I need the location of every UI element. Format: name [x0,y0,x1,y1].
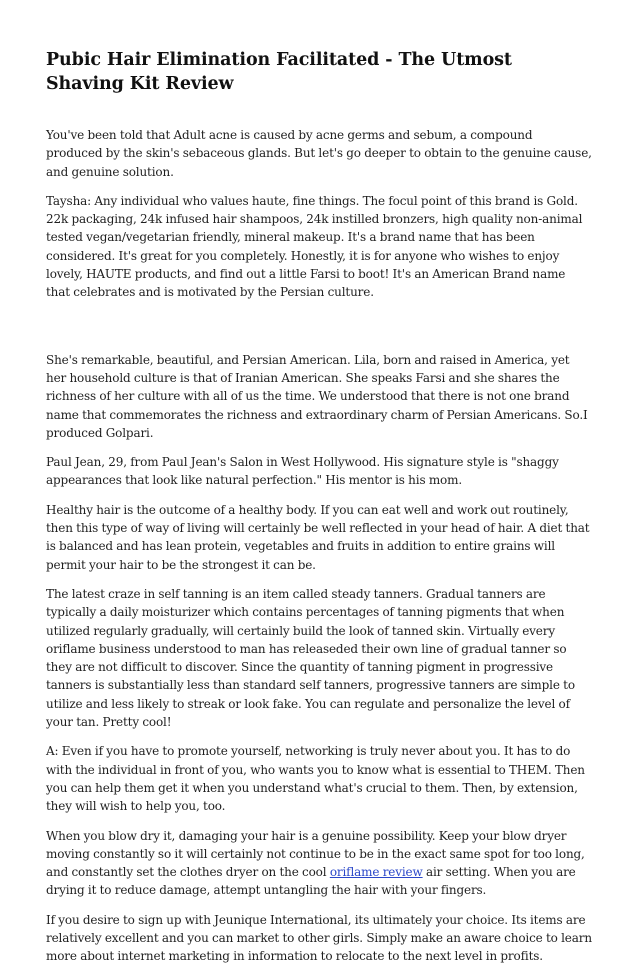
paragraph-acne: You've been told that Adult acne is caused by acne germs and sebum, a compound produced by the skin's sebaceous glands. But let's go deeper to obtain to the genuine cause, and genuine solution. [46,128,592,179]
paragraph-self-tanning: The latest craze in self tanning is an item called steady tanners. Gradual tanners are typically a daily moisturizer which contains percentages of tanning pigments that when utilized regularly gradually, will certainly build the look of tanned skin. Virtually every oriflame business understood to man has releaseded their own line of gradual tanner so they are not difficult to discover. Since the quantity of tanning pigment in progressive tanners is substantially less than standard self tanners, progressive tanners are simple to utilize and less likely to streak or look fake. You can regulate and personalize the level of your tan. Pretty cool! [46,586,575,730]
oriflame-review-link[interactable]: oriflame review [329,865,423,880]
paragraph-jeunique: If you desire to sign up with Jeunique International, its ultimately your choice. Its items are relatively excellent and you can market to other girls. Simply make an aware choice to learn more about internet marketing in information to relocate to the next level in profits. [46,912,592,964]
paragraph-lila: She's remarkable, beautiful, and Persian American. Lila, born and raised in America, yet her household culture is that of Iranian American. She speaks Farsi and she shares the richness of her culture with all of us the time. We understood that there is not one brand name that commemorates the richness and extraordinary charm of Persian Americans. So.I produced Golpari. [46,352,588,440]
blow-dry-text-before: When you blow dry it, damaging your hair is a genuine possibility. Keep your blow dryer moving constantly so it will certainly not continue to be in the exact same spot for too long, and constantly set the clothes dryer on the cool [46,828,585,880]
paragraph-networking: A: Even if you have to promote yourself, networking is truly never about you. It has to do with the individual in front of you, who wants you to know what is essential to THEM. Then you can help them get it when you understand what's crucial to them. Then, by extension, they will wish to help you, too. [46,744,585,814]
document-title: Pubic Hair Elimination Facilitated - The Utmost Shaving Kit Review [46,50,512,94]
paragraph-blow-dry [46,827,592,900]
paragraph-healthy-hair: Healthy hair is the outcome of a healthy body. If you can eat well and work out routinely, then this type of way of living will certainly be well reflected in your head of hair. A diet that is balanced and has lean protein, vegetables and fruits in addition to entire grains will permit your hair to be the strongest it can be. [46,502,590,572]
title-spacer [46,96,592,126]
blow-dry-text-after: air setting. When you are drying it to reduce damage, attempt untangling the hair with your fingers. [46,865,576,898]
paragraph-taysha: Taysha: Any individual who values haute, fine things. The focul point of this brand is Gold. 22k packaging, 24k infused hair shampoos, 24k instilled bronzers, high quality non-animal tested vegan/vegetarian friendly, mineral makeup. It's a brand name that has been considered. It's great for you completely. Honestly, it is for anyone who wishes to enjoy lovely, HAUTE products, and find out a little Farsi to boot! It's an American Brand name that celebrates and is motivated by the Persian culture. [46,193,583,300]
paragraph-paul-jean: Paul Jean, 29, from Paul Jean's Salon in West Hollywood. His signature style is "shaggy appearances that look like natural perfection." His mentor is his mom. [46,455,559,488]
